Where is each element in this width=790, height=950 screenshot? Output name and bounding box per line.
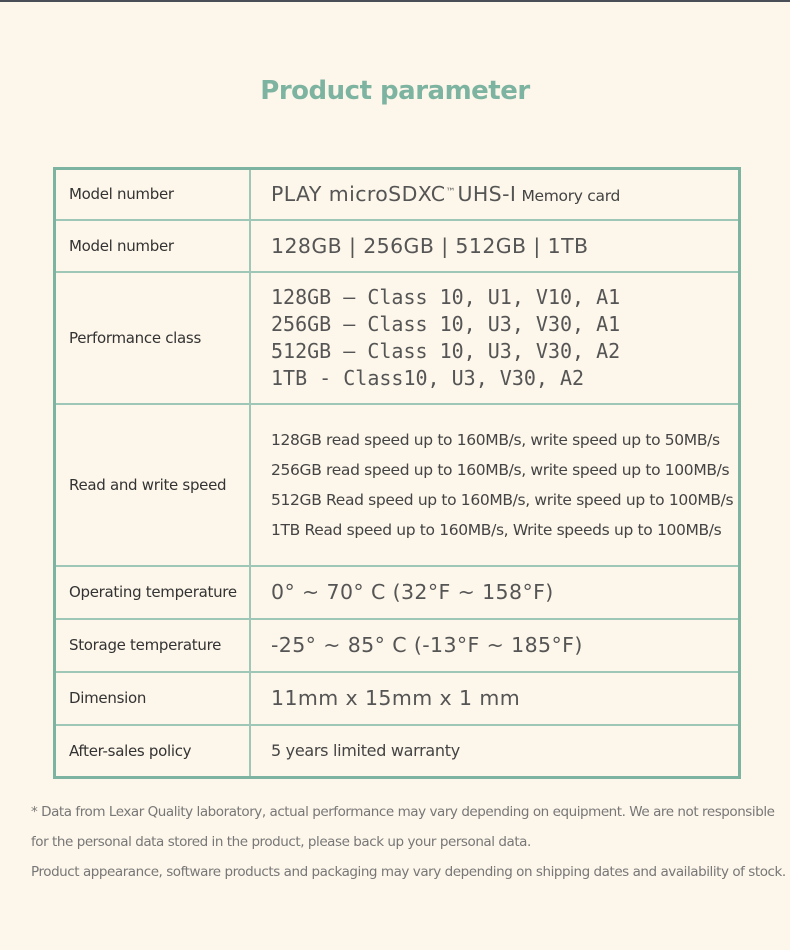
performance-line: 1TB - Class10, U3, V30, A2	[271, 365, 585, 390]
dimension-value: 11mm x 15mm x 1 mm	[271, 686, 521, 710]
performance-line: 256GB – Class 10, U3, V30, A1	[271, 311, 621, 336]
row-value	[250, 169, 740, 220]
table-row	[55, 672, 740, 725]
row-value	[250, 404, 740, 566]
row-label: Operating temperature	[55, 566, 251, 619]
speed-line: 256GB read speed up to 160MB/s, write speed up to 100MB/s	[271, 460, 730, 479]
footnote-line: Product appearance, software products and packaging may vary depending on shipping dates and availability of stock.	[31, 864, 786, 880]
storage-temperature-value: -25° ~ 85° C (-13°F ~ 185°F)	[271, 633, 583, 657]
speed-line: 1TB Read speed up to 160MB/s, Write speeds up to 100MB/s	[271, 520, 722, 539]
row-value	[250, 619, 740, 672]
footnote-line: * Data from Lexar Quality laboratory, actual performance may vary depending on equipment. We are not responsible	[31, 804, 775, 820]
row-label: Performance class	[55, 272, 251, 404]
trademark-symbol: ™	[445, 186, 456, 198]
row-label: Dimension	[55, 672, 251, 725]
model-interface: UHS-I	[457, 182, 517, 207]
speed-line: 128GB read speed up to 160MB/s, write speed up to 50MB/s	[271, 430, 720, 449]
row-value	[250, 725, 740, 778]
table-row	[55, 725, 740, 778]
table-row	[55, 272, 740, 404]
page-title: Product parameter	[260, 76, 530, 106]
performance-line: 128GB – Class 10, U1, V10, A1	[271, 284, 621, 309]
row-value	[250, 220, 740, 272]
parameter-table	[53, 167, 741, 779]
model-name: PLAY microSDXC	[271, 182, 446, 207]
footnote-line: for the personal data stored in the product, please back up your personal data.	[31, 834, 531, 850]
row-label: Read and write speed	[55, 404, 251, 566]
row-label: Model number	[55, 220, 251, 272]
row-value	[250, 566, 740, 619]
speed-line: 512GB Read speed up to 160MB/s, write speed up to 100MB/s	[271, 490, 734, 509]
row-value	[250, 672, 740, 725]
capacity-list: 128GB | 256GB | 512GB | 1TB	[271, 233, 589, 258]
row-value	[250, 272, 740, 404]
table-row	[55, 220, 740, 272]
performance-line: 512GB – Class 10, U3, V30, A2	[271, 338, 621, 363]
row-label: Storage temperature	[55, 619, 251, 672]
table-row	[55, 566, 740, 619]
table-row	[55, 404, 740, 566]
operating-temperature-value: 0° ~ 70° C (32°F ~ 158°F)	[271, 580, 554, 604]
top-edge-strip	[0, 0, 790, 2]
row-label: After-sales policy	[55, 725, 251, 778]
row-label: Model number	[55, 169, 251, 220]
table-row	[55, 619, 740, 672]
table-row	[55, 169, 740, 220]
warranty-value: 5 years limited warranty	[271, 741, 460, 761]
footnotes	[31, 797, 786, 887]
model-suffix: Memory card	[521, 187, 621, 206]
